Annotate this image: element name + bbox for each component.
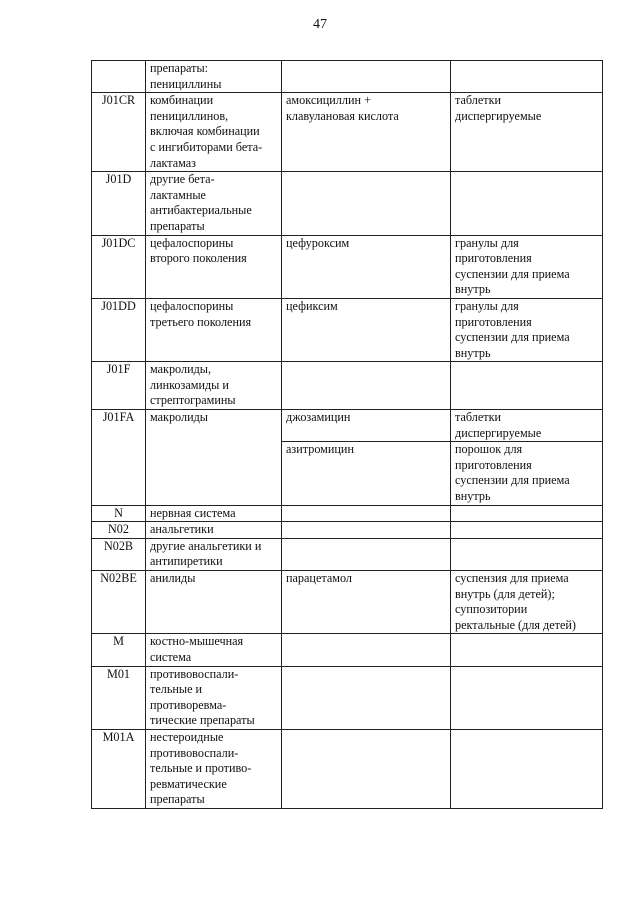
drug-name-cell [282, 93, 451, 172]
cell-text-line: внутрь [455, 345, 491, 360]
dosage-form-cell [451, 666, 603, 729]
cell-text-line: порошок для [455, 442, 523, 457]
cell-text-line: пенициллины [150, 76, 222, 91]
drug-name-cell [282, 522, 451, 539]
atc-code-cell: J01F [92, 362, 146, 410]
table-body [92, 61, 603, 809]
cell-text-line: стрептограмины [150, 393, 236, 408]
drug-name-cell [282, 634, 451, 666]
table-row [92, 634, 603, 666]
cell-text-line: антипиретики [150, 554, 223, 569]
cell-text-line: пенициллинов, [150, 108, 229, 123]
cell-text-line: анилиды [150, 571, 196, 585]
atc-code-cell: N02B [92, 538, 146, 570]
cell-text-line: препараты [150, 792, 205, 807]
cell-text-line: другие бета- [150, 172, 215, 187]
atc-code-cell: N02 [92, 522, 146, 539]
table-row [92, 93, 603, 172]
cell-text-line: линкозамиды и [150, 377, 229, 392]
cell-text-line: комбинации [150, 93, 214, 108]
atc-code-cell: J01CR [92, 93, 146, 172]
cell-text-line: таблетки [455, 410, 502, 425]
drug-name-cell [282, 235, 451, 298]
atc-group-cell [146, 410, 282, 506]
atc-code-cell: J01DD [92, 298, 146, 361]
drug-name-cell [282, 172, 451, 235]
cell-text-line: включая комбинации [150, 124, 260, 139]
cell-text-line: нестероидные [150, 729, 224, 744]
atc-group-cell [146, 235, 282, 298]
cell-text-line: диспергируемые [455, 425, 542, 440]
cell-text-line: система [150, 649, 192, 664]
drug-name-cell [282, 666, 451, 729]
table-row [92, 172, 603, 235]
dosage-form-cell [451, 410, 603, 442]
dosage-form-cell [451, 442, 603, 505]
cell-text-line: лактамаз [150, 155, 196, 170]
cell-text-line: второго поколения [150, 251, 247, 266]
drug-name-cell [282, 729, 451, 808]
cell-text-line: клавулановая кислота [286, 108, 399, 123]
atc-group-cell [146, 362, 282, 410]
table-row [92, 410, 603, 442]
drug-name-cell [282, 538, 451, 570]
drug-name-cell [282, 362, 451, 410]
cell-text-line: внутрь (для детей); [455, 586, 555, 601]
atc-code-cell [92, 61, 146, 93]
table-row [92, 522, 603, 539]
cell-text-line: внутрь [455, 282, 491, 297]
cell-text-line: противоревма- [150, 697, 227, 712]
cell-text-line: макролиды, [150, 362, 212, 377]
cell-text-line: приготовления [455, 457, 532, 472]
atc-group-cell [146, 666, 282, 729]
dosage-form-cell [451, 61, 603, 93]
cell-text-line: антибактериальные [150, 203, 252, 218]
table-row [92, 729, 603, 808]
cell-text-line: цефалоспорины [150, 298, 234, 313]
dosage-form-cell [451, 505, 603, 522]
table-row [92, 571, 603, 634]
atc-group-cell [146, 571, 282, 634]
cell-text-line: нервная система [150, 505, 236, 520]
drug-classification-table [91, 60, 603, 809]
table-row [92, 362, 603, 410]
atc-code-cell: M [92, 634, 146, 666]
atc-code-cell: J01D [92, 172, 146, 235]
dosage-form-cell [451, 362, 603, 410]
cell-text-line: таблетки [455, 93, 502, 108]
page-number: 47 [313, 17, 327, 32]
cell-text-line: приготовления [455, 314, 532, 329]
cell-text-line: препараты: [150, 61, 209, 75]
dosage-form-cell [451, 729, 603, 808]
drug-name-cell [282, 571, 451, 634]
dosage-form-cell [451, 172, 603, 235]
table-row [92, 505, 603, 522]
cell-text-line: парацетамол [286, 571, 352, 585]
cell-text-line: суспензии для приема [455, 330, 570, 345]
drug-name-cell [282, 410, 451, 442]
drug-name-cell [282, 442, 451, 505]
atc-group-cell [146, 729, 282, 808]
table-row [92, 666, 603, 729]
cell-text-line: противовоспали- [150, 666, 239, 681]
drug-name-cell [282, 298, 451, 361]
dosage-form-cell [451, 235, 603, 298]
table-row [92, 235, 603, 298]
atc-code-cell: N [92, 505, 146, 522]
dosage-form-cell [451, 538, 603, 570]
cell-text-line: амоксициллин + [286, 93, 371, 108]
cell-text-line: другие анальгетики и [150, 538, 262, 553]
cell-text-line: гранулы для [455, 298, 519, 313]
cell-text-line: препараты [150, 218, 205, 233]
atc-code-cell: N02BE [92, 571, 146, 634]
atc-group-cell [146, 634, 282, 666]
atc-group-cell [146, 522, 282, 539]
atc-group-cell [146, 538, 282, 570]
atc-group-cell [146, 298, 282, 361]
cell-text-line: цефуроксим [286, 235, 350, 250]
dosage-form-cell [451, 522, 603, 539]
cell-text-line: макролиды [150, 410, 208, 425]
cell-text-line: тельные и [150, 682, 203, 697]
cell-text-line: цефалоспорины [150, 235, 234, 250]
drug-name-cell [282, 505, 451, 522]
dosage-form-cell [451, 571, 603, 634]
atc-code-cell: M01 [92, 666, 146, 729]
cell-text-line: внутрь [455, 489, 491, 504]
cell-text-line: суппозитории [455, 602, 528, 617]
cell-text-line: костно-мышечная [150, 634, 244, 649]
cell-text-line: приготовления [455, 251, 532, 266]
cell-text-line: третьего поколения [150, 314, 252, 329]
drug-name-cell [282, 61, 451, 93]
cell-text-line: суспензии для приема [455, 473, 570, 488]
cell-text-line: суспензия для приема [455, 571, 569, 585]
cell-text-line: азитромицин [286, 442, 354, 457]
cell-text-line: цефиксим [286, 298, 338, 313]
cell-text-line: тельные и противо- [150, 761, 252, 776]
cell-text-line: тические препараты [150, 713, 255, 728]
cell-text-line: джозамицин [286, 410, 351, 425]
atc-group-cell [146, 61, 282, 93]
atc-group-cell [146, 93, 282, 172]
cell-text-line: анальгетики [150, 522, 214, 537]
cell-text-line: ревматические [150, 776, 227, 791]
cell-text-line: суспензии для приема [455, 266, 570, 281]
atc-code-cell: J01DC [92, 235, 146, 298]
table-row [92, 298, 603, 361]
table-row [92, 61, 603, 93]
cell-text-line: лактамные [150, 187, 206, 202]
cell-text-line: противовоспали- [150, 745, 239, 760]
atc-code-cell: J01FA [92, 410, 146, 506]
cell-text-line: диспергируемые [455, 108, 542, 123]
dosage-form-cell [451, 93, 603, 172]
atc-group-cell [146, 505, 282, 522]
table-row [92, 538, 603, 570]
cell-text-line: гранулы для [455, 235, 519, 250]
atc-group-cell [146, 172, 282, 235]
cell-text-line: с ингибиторами бета- [150, 139, 263, 154]
dosage-form-cell [451, 634, 603, 666]
atc-code-cell: M01A [92, 729, 146, 808]
cell-text-line: ректальные (для детей) [455, 617, 576, 632]
dosage-form-cell [451, 298, 603, 361]
